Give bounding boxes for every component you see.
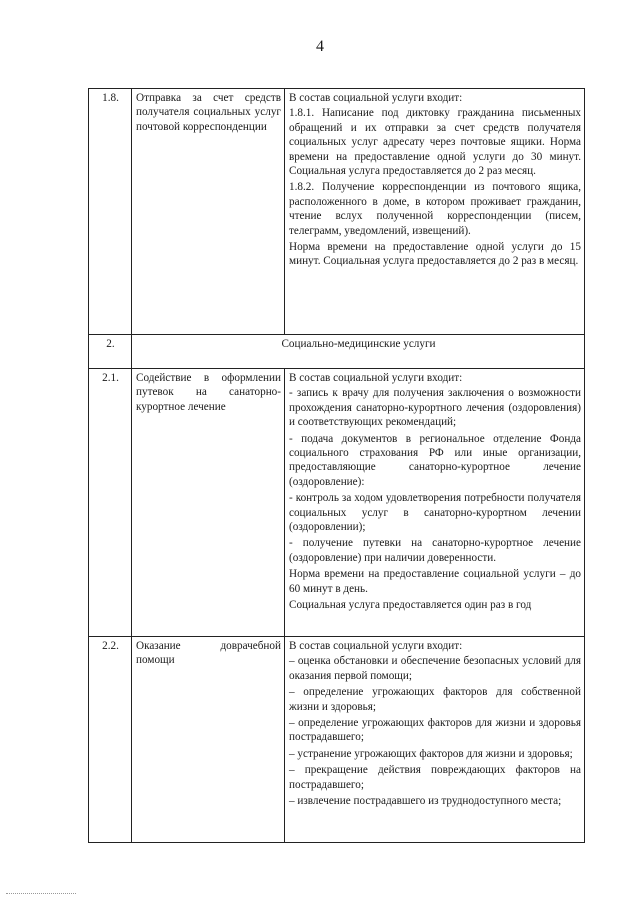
row-number: 1.8. <box>89 89 132 335</box>
service-name: Содействие в оформлении путевок на санаторно-курортное лечение <box>132 369 285 637</box>
services-table <box>88 88 585 843</box>
description-paragraph: В состав социальной услуги входит: <box>289 92 463 104</box>
description-paragraph: - подача документов в региональное отделение Фонда социального страхования РФ или иные организации, предоставляющие санаторно-курортное лечение (оздоровление): <box>289 432 581 488</box>
table-row <box>89 637 585 843</box>
service-description <box>285 89 585 335</box>
description-paragraph: – устранение угрожающих факторов для жизни и здоровья; <box>289 747 573 760</box>
section-title: Социально-медицинские услуги <box>132 335 585 369</box>
description-paragraph: – определение угрожающих факторов для собственной жизни и здоровья; <box>289 686 581 713</box>
description-paragraph: В состав социальной услуги входит: <box>289 372 463 384</box>
description-paragraph: – определение угрожающих факторов для жизни и здоровья пострадавшего; <box>289 717 581 744</box>
description-paragraph: Норма времени на предоставление социальной услуги – до 60 минут в день. <box>289 568 581 595</box>
description-paragraph: 1.8.2. Получение корреспонденции из почтового ящика, расположенного в доме, в котором проживает гражданин, чтение вслух полученной корреспонденции (писем, телеграмм, уведомлений, извещений). <box>289 181 581 237</box>
description-paragraph: Норма времени на предоставление одной услуги до 15 минут. Социальная услуга предоставляется до 2 раз в месяц. <box>289 241 581 268</box>
table-row <box>89 89 585 335</box>
description-paragraph: - получение путевки на санаторно-курортное лечение (оздоровление) при наличии доверенности. <box>289 537 581 564</box>
description-paragraph: Социальная услуга предоставляется один раз в год <box>289 599 532 612</box>
service-description <box>285 637 585 843</box>
description-paragraph: – прекращение действия повреждающих факторов на пострадавшего; <box>289 764 581 791</box>
scan-artifact <box>6 893 76 896</box>
description-paragraph: - запись к врачу для получения заключения о возможности прохождения санаторно-курортного лечения (оздоровления) и соответствующих рекомендаций; <box>289 387 581 429</box>
row-number: 2. <box>89 335 132 369</box>
description-paragraph: – извлечение пострадавшего из труднодоступного места; <box>289 795 562 808</box>
service-description <box>285 369 585 637</box>
description-paragraph: - контроль за ходом удовлетворения потребности получателя социальных услуг в санаторно-курортном лечении (оздоровлении); <box>289 492 581 534</box>
description-paragraph: В состав социальной услуги входит: <box>289 640 463 652</box>
description-paragraph: – оценка обстановки и обеспечение безопасных условий для оказания первой помощи; <box>289 655 581 682</box>
row-number: 2.1. <box>89 369 132 637</box>
table-row <box>89 369 585 637</box>
section-row <box>89 335 585 369</box>
service-name: Оказание доврачебной помощи <box>132 637 285 843</box>
row-number: 2.2. <box>89 637 132 843</box>
service-name: Отправка за счет средств получателя социальных услуг почтовой корреспонденции <box>132 89 285 335</box>
page-number: 4 <box>316 38 324 55</box>
description-paragraph: 1.8.1. Написание под диктовку гражданина письменных обращений и их отправки за счет средств получателя социальных услуг адресату через почтовые ящики. Норма времени на предоставление одной услуги до 30 минут. Социальная услуга предоставляется до 2 раз месяц. <box>289 107 581 178</box>
